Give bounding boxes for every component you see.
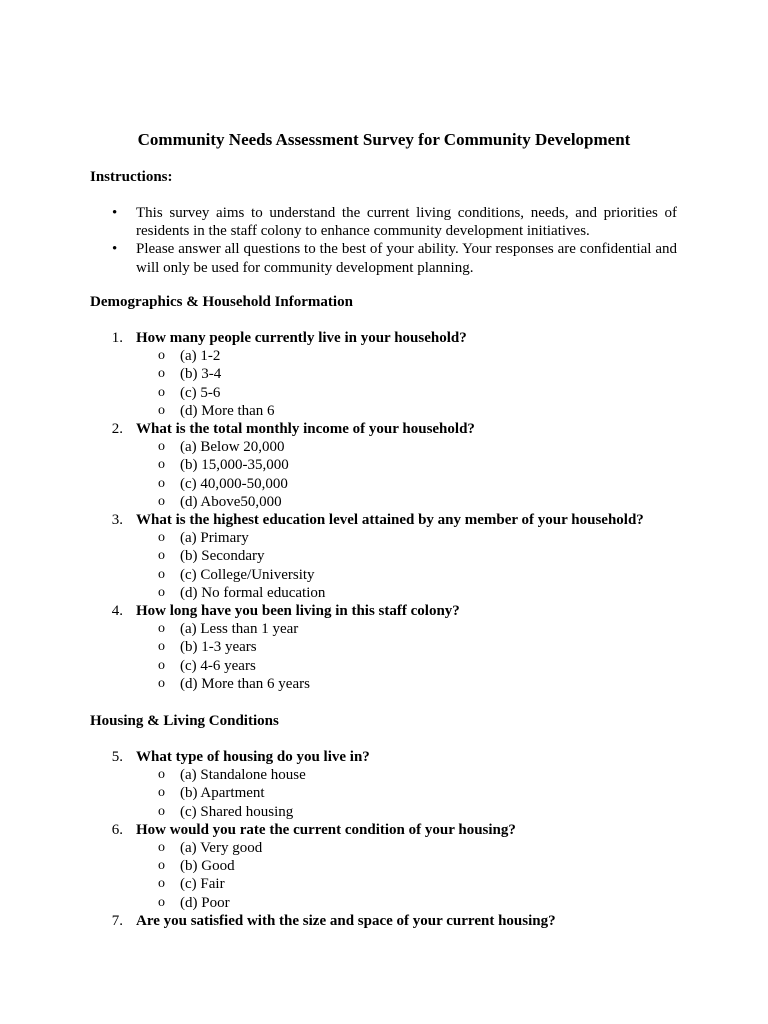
option-label: (c) 5-6 [180,384,221,401]
circle-bullet-icon: o [158,876,165,892]
question-number: 6. [111,821,123,838]
answer-option[interactable] [90,438,690,456]
circle-bullet-icon: o [158,439,165,455]
question [90,420,690,438]
question [90,511,690,529]
answer-option[interactable] [90,766,690,784]
option-label: (b) 1-3 years [180,639,257,656]
answer-option[interactable] [90,894,690,912]
circle-bullet-icon: o [158,530,165,546]
option-label: (a) Primary [180,530,249,547]
answer-option[interactable] [90,365,690,383]
option-label: (a) Below 20,000 [180,439,285,456]
circle-bullet-icon: o [158,621,165,637]
circle-bullet-icon: o [158,366,165,382]
section-heading-housing: Housing & Living Conditions [90,713,279,729]
circle-bullet-icon: o [158,348,165,364]
answer-option[interactable] [90,566,690,584]
question-text: How long have you been living in this staff colony? [136,603,460,620]
option-label: (b) Apartment [180,785,265,802]
circle-bullet-icon: o [158,858,165,874]
instructions-heading: Instructions: [90,169,173,185]
question-number: 3. [111,512,123,529]
answer-option[interactable] [90,638,690,656]
answer-option[interactable] [90,475,690,493]
circle-bullet-icon: o [158,584,165,600]
circle-bullet-icon: o [158,767,165,783]
option-label: (d) More than 6 years [180,675,310,692]
circle-bullet-icon: o [158,493,165,509]
option-label: (c) College/University [180,566,315,583]
question [90,821,690,839]
option-label: (a) Standalone house [180,767,306,784]
option-label: (a) Very good [180,840,263,857]
question-number: 1. [111,330,123,346]
answer-option[interactable] [90,584,690,602]
option-label: (a) Less than 1 year [180,621,299,638]
answer-option[interactable] [90,839,690,857]
instruction-text: Please answer all questions to the best of your ability. Your responses are confidential and will only be used for community development planning. [136,241,677,276]
circle-bullet-icon: o [158,384,165,400]
answer-option[interactable] [90,875,690,893]
question-number: 7. [111,912,123,929]
option-label: (b) 15,000-35,000 [180,457,289,474]
answer-option[interactable] [90,675,690,693]
circle-bullet-icon: o [158,675,165,691]
circle-bullet-icon: o [158,803,165,819]
question-number: 4. [111,603,123,620]
question-text: How many people currently live in your household? [136,330,467,346]
option-label: (b) Good [180,858,235,875]
circle-bullet-icon: o [158,457,165,473]
option-label: (d) No formal education [180,584,326,601]
option-label: (c) 40,000-50,000 [180,475,288,492]
answer-option[interactable] [90,620,690,638]
answer-option[interactable] [90,347,690,365]
question-text: What is the total monthly income of your household? [136,421,475,438]
answer-option[interactable] [90,529,690,547]
questions-list-demographics [90,329,690,693]
option-label: (d) Poor [180,894,230,911]
circle-bullet-icon: o [158,402,165,418]
question [90,602,690,620]
instruction-item [90,204,677,240]
question [90,912,690,930]
option-label: (d) Above50,000 [180,493,282,510]
answer-option[interactable] [90,384,690,402]
answer-option[interactable] [90,402,690,420]
question-text: What type of housing do you live in? [136,749,370,765]
circle-bullet-icon: o [158,785,165,801]
instruction-item [90,240,677,276]
section-heading-demographics: Demographics & Household Information [90,294,353,310]
circle-bullet-icon: o [158,639,165,655]
circle-bullet-icon: o [158,657,165,673]
circle-bullet-icon: o [158,566,165,582]
instructions-list [90,204,677,277]
question-number: 5. [111,749,123,765]
bullet-icon: • [112,241,118,258]
option-label: (b) 3-4 [180,366,222,383]
option-label: (d) More than 6 [180,402,275,419]
bullet-icon: • [112,205,118,221]
circle-bullet-icon: o [158,840,165,856]
question-text: Are you satisfied with the size and space of your current housing? [136,912,556,929]
circle-bullet-icon: o [158,475,165,491]
page-title: Community Needs Assessment Survey for Community Development [137,130,631,149]
answer-option[interactable] [90,857,690,875]
question [90,329,690,347]
answer-option[interactable] [90,547,690,565]
answer-option[interactable] [90,456,690,474]
instruction-text: This survey aims to understand the current living conditions, needs, and priorities of residents in the staff colony to enhance community development initiatives. [136,205,677,240]
question [90,748,690,766]
answer-option[interactable] [90,784,690,802]
question-text: How would you rate the current condition of your housing? [136,821,516,838]
questions-list-housing [90,748,690,930]
question-text: What is the highest education level attained by any member of your household? [136,512,644,529]
option-label: (a) 1-2 [180,348,221,365]
answer-option[interactable] [90,493,690,511]
option-label: (c) Shared housing [180,803,294,820]
option-label: (c) Fair [180,876,225,893]
question-number: 2. [111,421,123,438]
answer-option[interactable] [90,803,690,821]
answer-option[interactable] [90,657,690,675]
option-label: (c) 4-6 years [180,657,256,674]
circle-bullet-icon: o [158,548,165,564]
circle-bullet-icon: o [158,894,165,910]
option-label: (b) Secondary [180,548,265,565]
